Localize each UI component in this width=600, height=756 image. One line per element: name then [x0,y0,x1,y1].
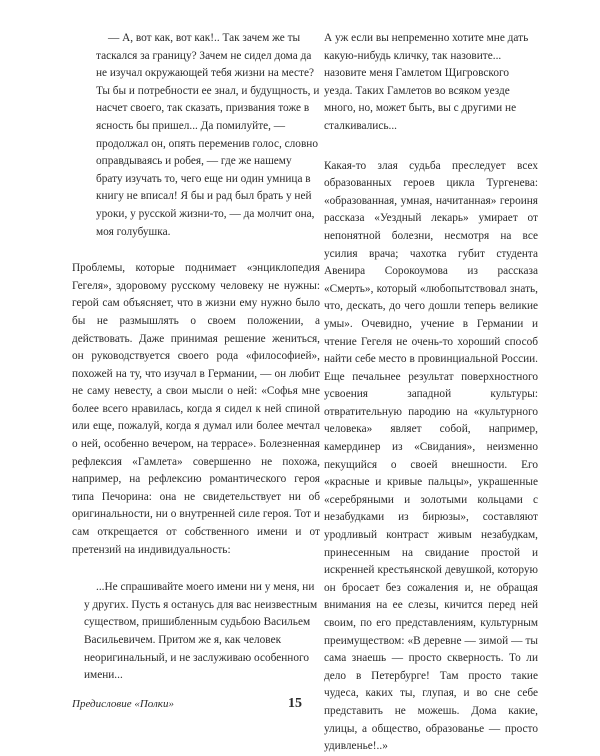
body-paragraph-1: Проблемы, которые поднимает «энциклопедия Гегеля», здоровому русскому человеку не нужны: герой сам объясняет, что в жизни ему нужно было бы не размышлять о своем положении, а действовать. Даже принимая решение жениться, он руководствуется своего рода «философией», похожей на ту, что изучал в Германии, — он любит не саму невесту, а свои мысли о ней: «Софья мне более всего нравилась, когда я сидел к ней спиной или еще, пожалуй, когда я думал или более мечтал о ней, особенно вечером, на террасе». Болезненная рефлексия «Гамлета» совершенно не похожа, например, на рефлексию романтического героя типа Печорина: она не свидетельствует ни об оригинальности, ни о внутренней силе героя. Тот и сам открещается от собственного имени и от претензий на индивидуальность: [72,262,320,556]
quote-text-2: ...Не спрашивайте моего имени ни у меня, ни у других. Пусть я останусь для вас неизвестным существом, пришибленным судьбою Васильем Васильевичем. Притом же я, как человек неоригинальный, и не заслуживаю особенного имени... [84,581,318,682]
running-footer-title: Предисловие «Полки» [72,698,174,710]
left-column [72,30,320,685]
quote-block-2 [84,579,320,685]
quote-block-1 [96,30,320,241]
page-number: 15 [288,696,302,711]
quote-text-3: А уж если вы непременно хотите мне дать какую-нибудь кличку, так назовите... назовите меня Гамлетом Щигровского уезда. Таких Гамлетов во всяком уезде много, но, может быть, вы с другими не сталкивались... [324,32,529,132]
quote-text-1: — А, вот как, вот как!.. Так зачем же ты таскался за границу? Зачем не сидел дома да не изучал окружающей тебя жизни на месте? Ты бы и потребности ее знал, и будущность, и насчет своего, так сказать, призвания тоже в ясность бы пришел... Да помилуйте, — продолжал он, опять переменив голос, словно оправдываясь и робея, — где же нашему брату изучать то, чего еще ни один умница в книгу не вписал! Я бы и рад был брать у ней уроки, у русской жизни-то, — да молчит она, моя голубушка. [96,32,320,238]
quote-block-3 [324,30,538,136]
right-column [324,30,538,756]
body-paragraph-2: Какая-то злая судьба преследует всех образованных героев цикла Тургенева: «образованная, умная, начитанная» героиня рассказа «Уездный лекарь» умирает от непонятной болезни, несмотря на все усилия врача; чахотка губит студента Авенира Сорокоумова из рассказа «Смерть», который «любопытствовал знать, что, дескать, до чего дошли теперь великие умы». Очевидно, учение в Германии и чтение Гегеля не очень-то хороший способ найти себе место в провинциальной России. Еще печальнее результат поверхностного усвоения западной культуры: отвратительную пародию на «культурного человека» являет собой, например, камердинер из «Свидания», неизменно пекущийся о своей внешности. Его «красные и кривые пальцы», украшенные «серебряными и золотыми кольцами с незабудками из бирюзы», составляют уродливый контраст живым незабудкам, принесенным на свидание простой и искренней крестьянской девушкой, которую он бросает без сожаления и, не обращая внимания на ее слезы, кичится перед ней своим, по его представлениям, культурным преимуществом: «В деревне — зимой — ты сама знаешь — просто скверность. То ли дело в Петербурге! Там просто такие чудеса, каких ты, глупая, и во сне себе представить не можешь. Дома какие, улицы, а общество, образованье — просто удивленье!..» [324,159,538,753]
page-footer [0,696,600,716]
